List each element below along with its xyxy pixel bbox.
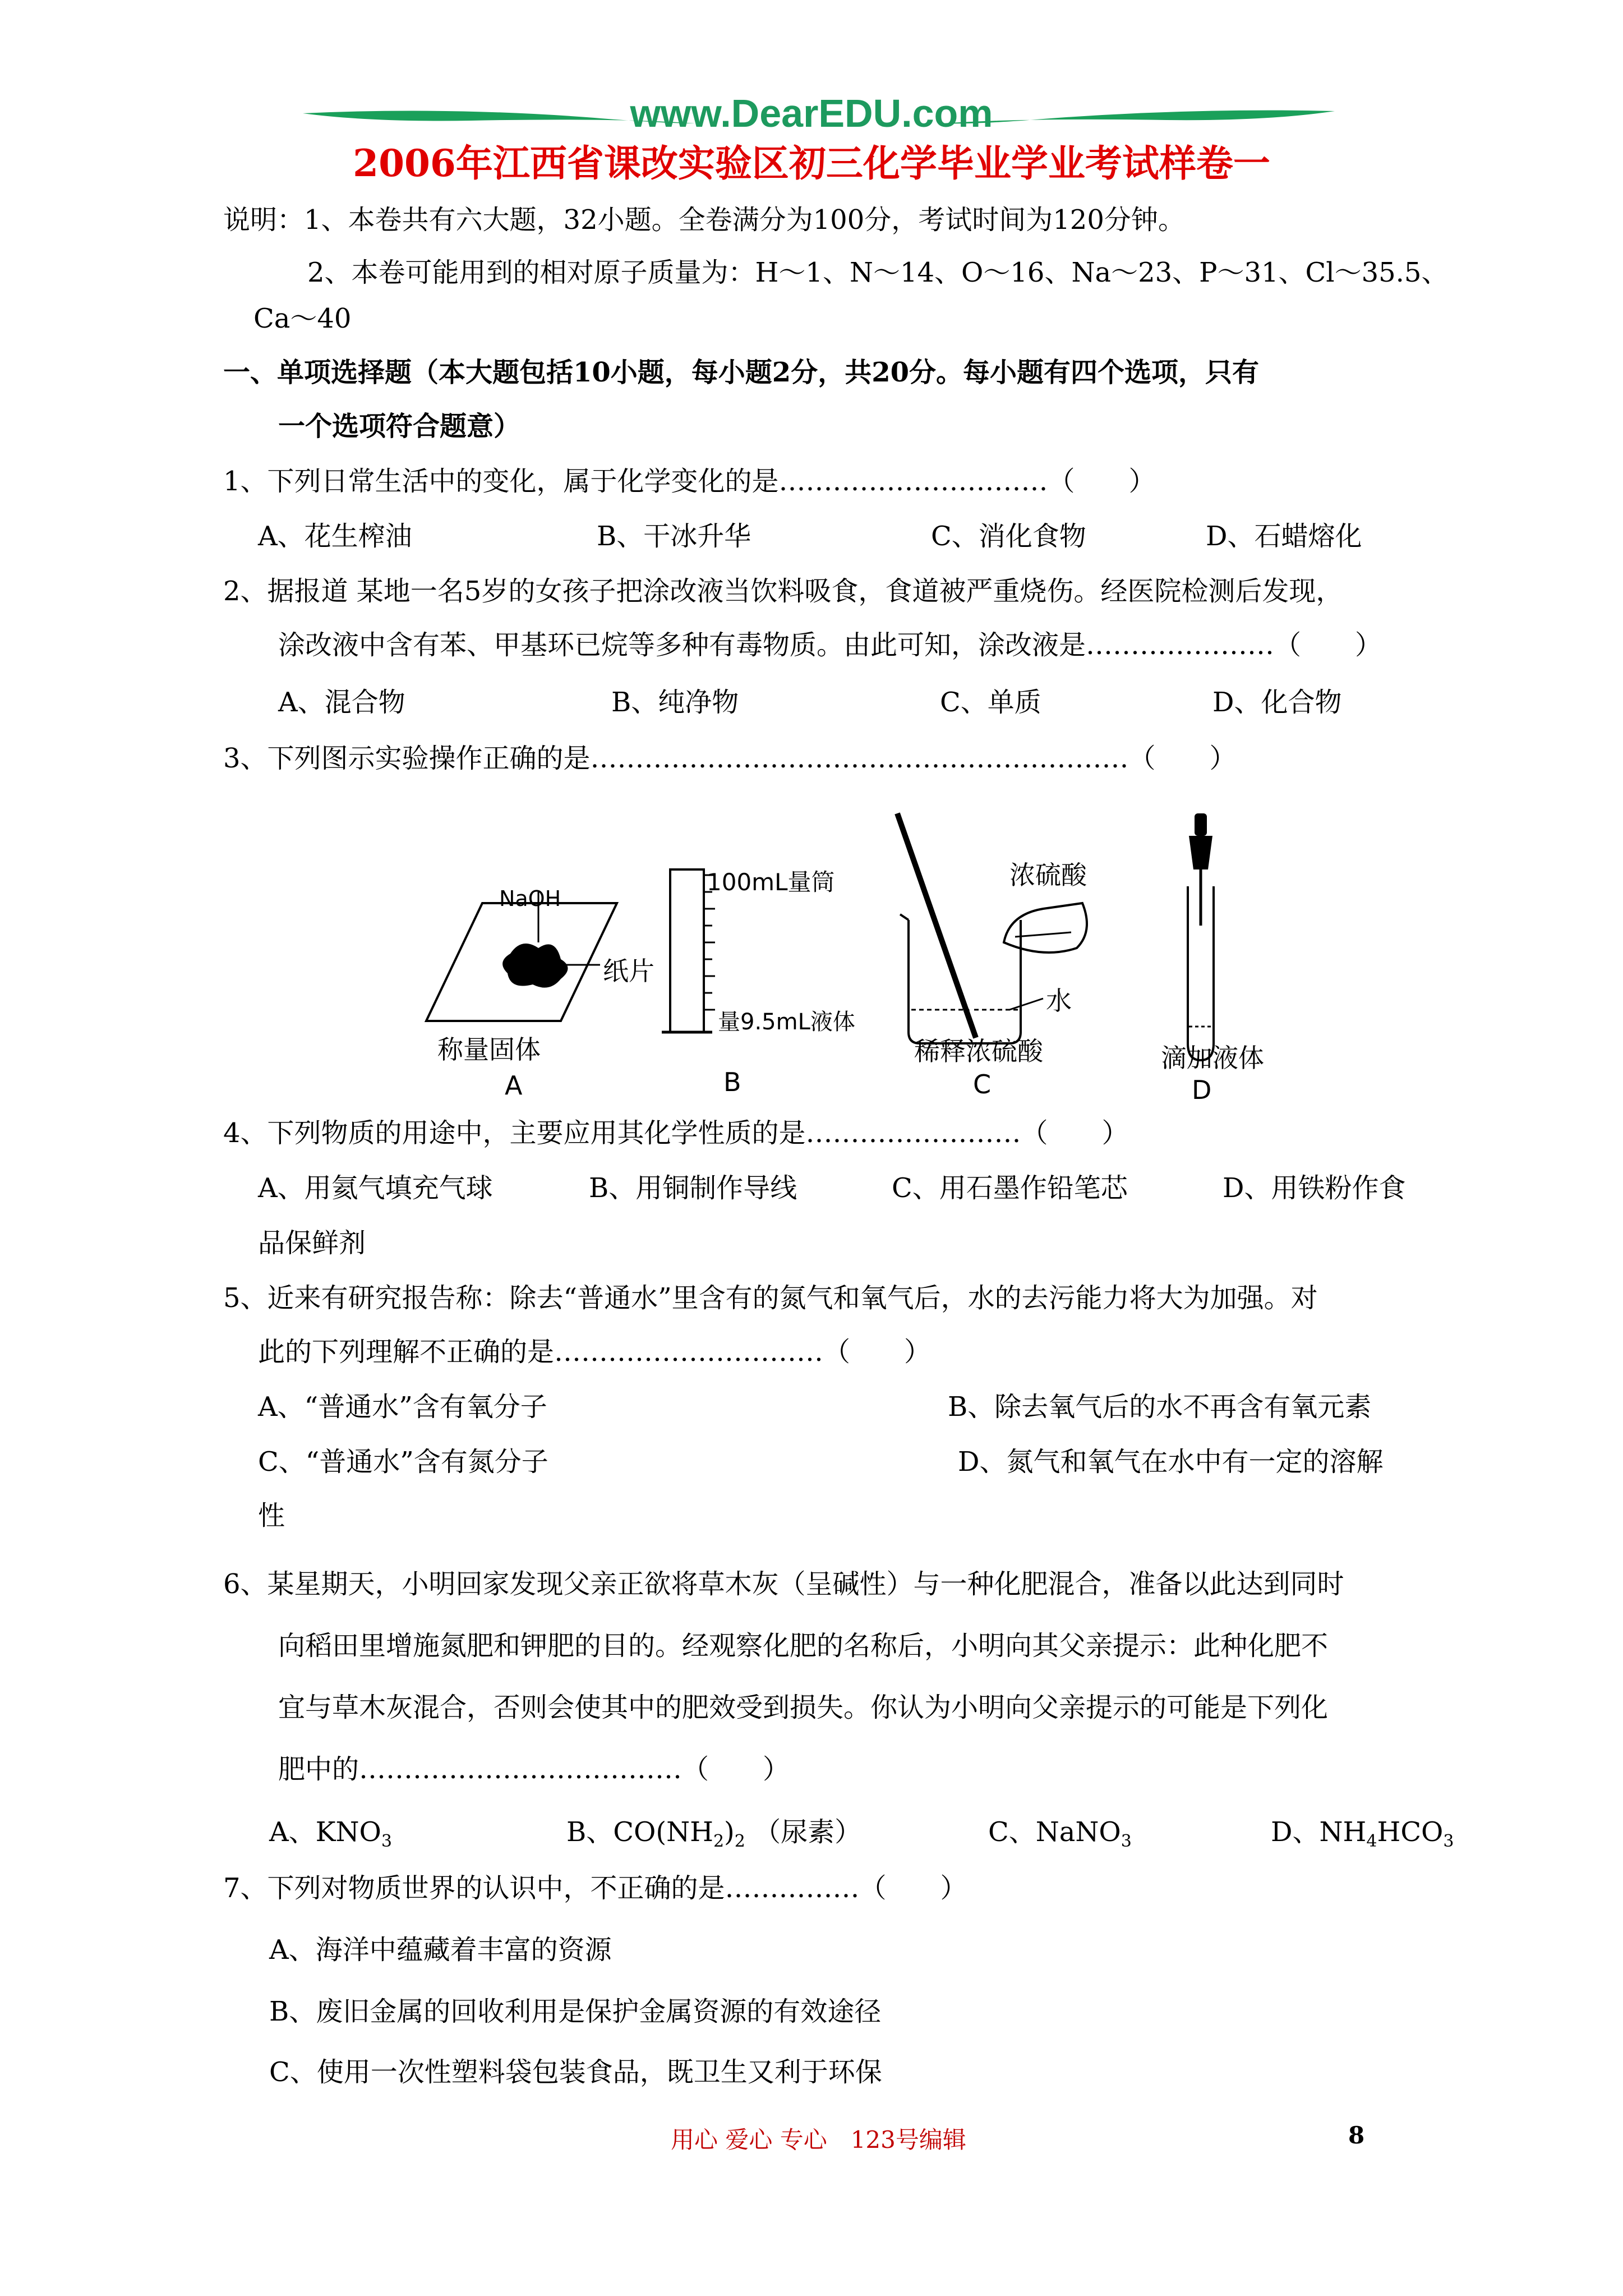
q2-option-d: D、化合物: [1212, 687, 1342, 718]
figure-d-caption: 滴加液体: [1161, 1043, 1264, 1073]
q1-option-d: D、石蜡熔化: [1206, 521, 1362, 552]
q3-figure: [415, 797, 1312, 1111]
figure-a-paper: [426, 892, 617, 1021]
figure-c-top-label: 浓硫酸: [1009, 860, 1087, 890]
q6-option-d: D、$NH_4HCO_3$: [1271, 1816, 1454, 1851]
q1-option-b: B、干冰升华: [597, 521, 751, 552]
note-line-1: 说明：1、本卷共有六大题，32小题。全卷满分为100分，考试时间为120分钟。: [223, 204, 1185, 236]
figure-c-caption: 稀释浓硫酸: [914, 1036, 1043, 1066]
site-url: www.DearEDU.com: [630, 91, 993, 135]
q7-stem: 7、下列对物质世界的认识中，不正确的是……………（ ）: [223, 1872, 967, 1904]
q1-option-a: A、花生榨油: [258, 521, 412, 552]
q6-stem-1: 6、某星期天，小明回家发现父亲正欲将草木灰（呈碱性）与一种化肥混合，准备以此达到同时: [223, 1568, 1344, 1600]
q4-option-b: B、用铜制作导线: [589, 1172, 797, 1204]
q5-option-d-cont: 性: [258, 1500, 285, 1531]
q5-option-d: D、氮气和氧气在水中有一定的溶解: [958, 1446, 1384, 1478]
q1-option-c: C、消化食物: [931, 521, 1086, 552]
figure-b-letter: B: [723, 1067, 741, 1097]
q4-stem: 4、下列物质的用途中，主要应用其化学性质的是……………………（ ）: [223, 1117, 1129, 1149]
q3-stem: 3、下列图示实验操作正确的是……………………………………………………（ ）: [223, 743, 1237, 774]
figure-d-letter: D: [1192, 1075, 1212, 1105]
q4-option-c: C、用石墨作铅笔芯: [892, 1172, 1128, 1204]
q5-stem-1: 5、近来有研究报告称：除去“普通水”里含有的氮气和氧气后，水的去污能力将大为加强。对: [223, 1282, 1318, 1314]
q5-option-b: B、除去氧气后的水不再含有氧元素: [948, 1391, 1372, 1423]
q5-option-c: C、“普通水”含有氮分子: [258, 1446, 548, 1478]
figure-d-test-tube: [1188, 813, 1214, 1060]
figure-a-letter: A: [505, 1070, 523, 1101]
figure-b-side-label: 量9.5mL液体: [718, 1009, 855, 1035]
figure-c-letter: C: [973, 1069, 992, 1099]
q1-stem: 1、下列日常生活中的变化，属于化学变化的是…………………………（ ）: [223, 466, 1156, 497]
q6-option-c: C、NaNO$_3$: [988, 1816, 1132, 1851]
figure-b-top-label: 100mL量筒: [707, 868, 835, 896]
q7-option-b: B、废旧金属的回收利用是保护金属资源的有效途径: [269, 1996, 882, 2027]
footer-text: 用心 爱心 专心 123号编辑: [671, 2126, 966, 2154]
q2-option-c: C、单质: [940, 687, 1041, 718]
q2-option-a: A、混合物: [278, 687, 405, 718]
note-line-2: 2、本卷可能用到的相对原子质量为：H～1、N～14、O～16、Na～23、P～31、Cl～35.5、: [307, 257, 1449, 288]
q4-option-d-cont: 品保鲜剂: [258, 1227, 366, 1259]
q4-option-d: D、用铁粉作食: [1223, 1172, 1406, 1204]
page-title: 2006年江西省课改实验区初三化学毕业学业考试样卷一: [353, 141, 1270, 185]
q7-option-a: A、海洋中蕴藏着丰富的资源: [269, 1934, 612, 1966]
q2-option-b: B、纯净物: [611, 687, 739, 718]
q6-stem-2: 向稻田里增施氮肥和钾肥的目的。经观察化肥的名称后，小明向其父亲提示：此种化肥不: [278, 1630, 1329, 1662]
q4-option-a: A、用氦气填充气球: [258, 1172, 493, 1204]
section-heading-2: 一个选项符合题意）: [278, 411, 521, 442]
q6-option-b: B、$CO(NH_2)_2$ （尿素）: [566, 1816, 862, 1851]
section-heading-1: 一、单项选择题（本大题包括10小题，每小题2分，共20分。每小题有四个选项，只有: [223, 357, 1259, 388]
figure-c-water-label: 水: [1046, 986, 1072, 1016]
q6-stem-3: 宜与草木灰混合，否则会使其中的肥效受到损失。你认为小明向父亲提示的可能是下列化: [278, 1692, 1329, 1723]
figure-a-caption: 称量固体: [437, 1034, 541, 1065]
q2-stem-1: 2、据报道 某地一名5岁的女孩子把涂改液当饮料吸食，食道被严重烧伤。经医院检测后发现，: [223, 576, 1343, 607]
figure-a-paper-label: 纸片: [603, 956, 654, 986]
q7-option-c: C、使用一次性塑料袋包装食品，既卫生又利于环保: [269, 2056, 882, 2088]
q2-stem-2: 涂改液中含有苯、甲基环已烷等多种有毒物质。由此可知，涂改液是…………………（ ）: [278, 629, 1382, 661]
q6-option-a: A、$KNO_3$: [269, 1816, 392, 1851]
q5-option-a: A、“普通水”含有氧分子: [258, 1391, 547, 1423]
q6-stem-4: 肥中的………………………………（ ）: [278, 1754, 790, 1785]
q5-stem-2: 此的下列理解不正确的是…………………………（ ）: [258, 1336, 932, 1368]
figure-a-naoh-label: NaOH: [499, 886, 561, 911]
page-number: 8: [1348, 2122, 1365, 2149]
note-line-3: Ca～40: [253, 303, 352, 334]
